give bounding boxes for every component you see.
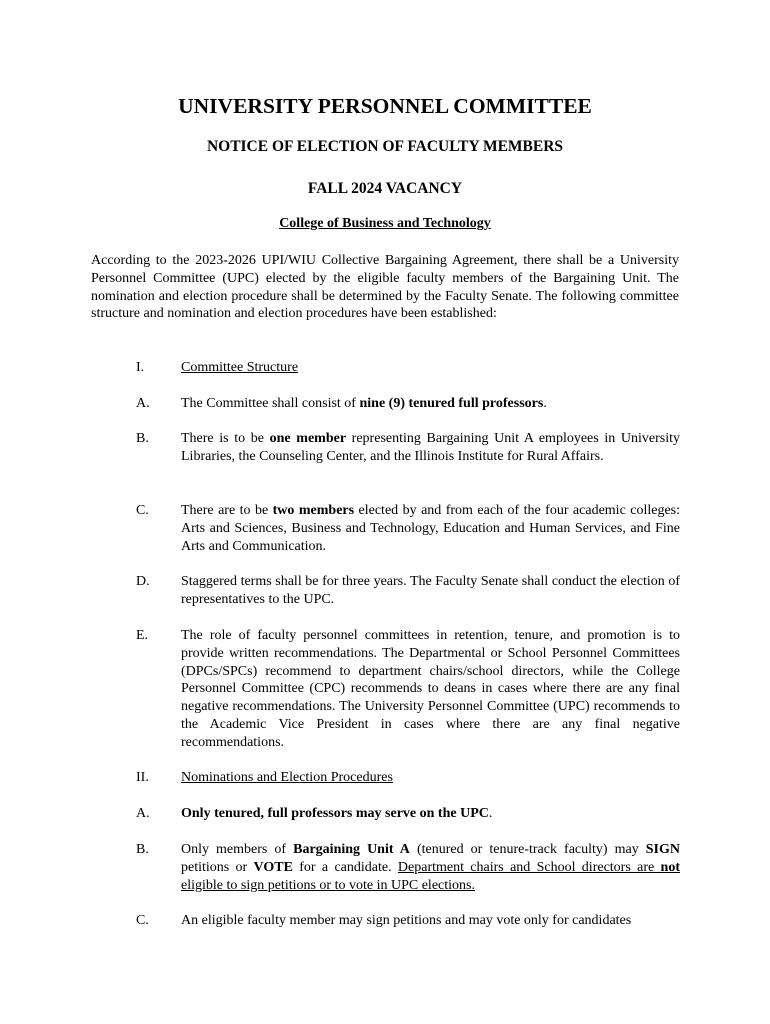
item-text: An eligible faculty member may sign petitions and may vote only for candidates [181, 913, 632, 928]
text-run: (tenured or tenure-track faculty) may [409, 842, 646, 857]
text-run: petitions or [181, 859, 254, 875]
item-marker: C. [136, 503, 149, 518]
item-marker: B. [136, 842, 149, 857]
section-marker: II. [136, 770, 149, 785]
bold-run: Bargaining Unit A [293, 842, 410, 857]
item-marker: A. [136, 806, 150, 821]
text-run: for a candidate. [292, 859, 398, 875]
item-marker: D. [136, 574, 150, 589]
underlined-run: eligible to sign petitions or to vote in UPC elections. [181, 877, 475, 893]
underlined-bold-run: not [660, 859, 680, 875]
bold-run: nine (9) tenured full professors [359, 396, 544, 411]
text-run: elected by and from each of the four academic colleges: Arts and Sciences, Business and Technology, Education and Human Services, and Fine Arts and Communication. [181, 503, 680, 554]
item-text: The role of faculty personnel committees in retention, tenure, and promotion is to provide written recommendations. The Departmental or School Personnel Committees (DPCs/SPCs) recommend to department chairs/school directors, while the College Personnel Committee (CPC) recommends to deans in cases where there are any final negative recommendations. The University Personnel Committee (UPC) recommends to the Academic Vice President in cases where there are any final negative recommendations. [181, 628, 680, 750]
section-marker: I. [136, 360, 145, 375]
intro-paragraph: According to the 2023-2026 UPI/WIU Collective Bargaining Agreement, there shall be a University Personnel Committee (UPC) elected by the eligible faculty members of the Bargaining Unit. The nomination and election procedure shall be determined by the Faculty Senate. The following committee structure and nomination and election procedures have been established: [91, 253, 679, 322]
bold-run: one member [269, 431, 347, 446]
section-heading-text: Committee Structure [181, 360, 299, 375]
text-run: . [543, 396, 547, 411]
item-marker: C. [136, 913, 149, 928]
item-text [181, 430, 680, 466]
text-run: The Committee shall consist of [181, 396, 360, 411]
item-marker: A. [136, 396, 150, 411]
text-run: There is to be [181, 431, 270, 446]
bold-run: VOTE [253, 859, 293, 875]
text-run: . [488, 806, 493, 821]
item-marker: B. [136, 431, 149, 446]
underlined-run: Department chairs and School directors are [397, 859, 661, 875]
vacancy-term: FALL 2024 VACANCY [307, 180, 463, 197]
text-run: representing Bargaining Unit A employees in University Libraries, the Counseling Center, and the Illinois Institute for Rural Affairs. [181, 431, 680, 464]
bold-run: Only tenured, full professors may serve on the UPC [181, 806, 489, 821]
bold-run: two members [272, 503, 355, 518]
text-run: There are to be [181, 503, 273, 518]
bold-run: SIGN [645, 842, 680, 857]
item-text [181, 841, 680, 894]
notice-subtitle: NOTICE OF ELECTION OF FACULTY MEMBERS [206, 138, 564, 155]
item-text [181, 805, 680, 823]
college-heading: College of Business and Technology [279, 216, 491, 231]
item-marker: E. [136, 628, 149, 643]
text-run: Only members of [181, 842, 294, 857]
section-heading-text: Nominations and Election Procedures [181, 770, 393, 785]
item-text [181, 395, 680, 413]
item-text: Staggered terms shall be for three years. The Faculty Senate shall conduct the election of representatives to the UPC. [181, 574, 680, 607]
item-text [181, 502, 680, 555]
document-title: UNIVERSITY PERSONNEL COMMITTEE [178, 94, 592, 118]
